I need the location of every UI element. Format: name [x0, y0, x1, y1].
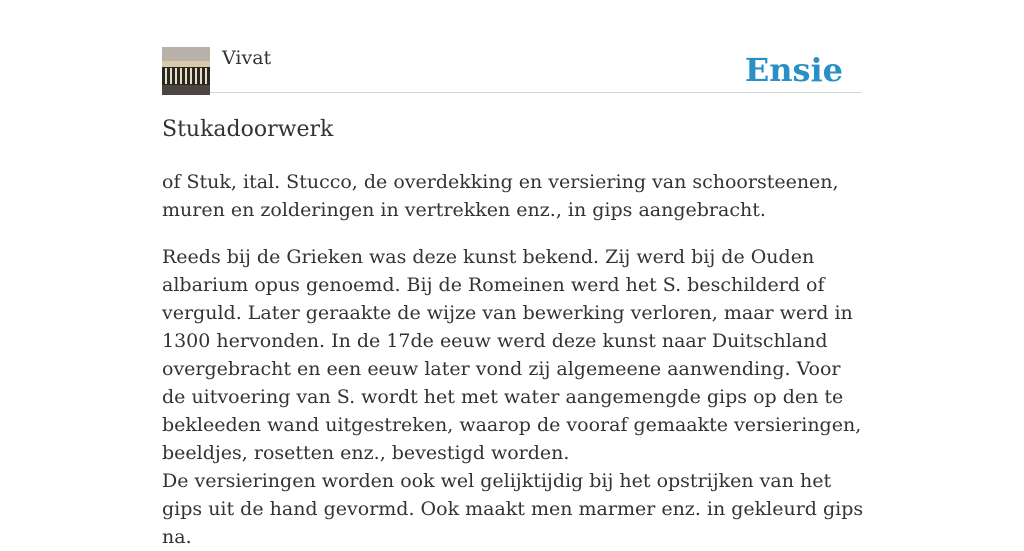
header: [162, 0, 862, 93]
author-name[interactable]: Vivat: [222, 47, 272, 69]
article-paragraph-3: De versieringen worden ook wel gelijktijdig bij het opstrijken van het gips uit de hand gevormd. Ook maakt men marmer enz. in gekleurd gips na.: [162, 470, 864, 548]
books-avatar-icon: [162, 47, 210, 95]
article-paragraph-2: Reeds bij de Grieken was deze kunst bekend. Zij werd bij de Ouden albarium opus genoemd. Bij de Romeinen werd het S. beschilderd of verguld. Later geraakte de wijze van bewerking verloren, maar werd in 1300 hervonden. In de 17de eeuw werd deze kunst naar Duitschland overgebracht en een eeuw later vond zij algemeene aanwending. Voor de uitvoering van S. wordt het met water aangemengde gips op den te bekleeden wand uitgestreken, waarop de vooraf gemaakte versieringen, beeldjes, rosetten enz., bevestigd worden.: [162, 246, 862, 464]
article-title: Stukadoorwerk: [162, 117, 334, 142]
article-paragraph-1: of Stuk, ital. Stucco, de overdekking en versiering van schoorsteenen, muren en zolderingen in vertrekken enz., in gips aangebracht.: [162, 171, 839, 221]
brand-logo[interactable]: Ensie: [744, 51, 843, 89]
page-container: [162, 0, 864, 548]
author-avatar[interactable]: [162, 47, 210, 95]
